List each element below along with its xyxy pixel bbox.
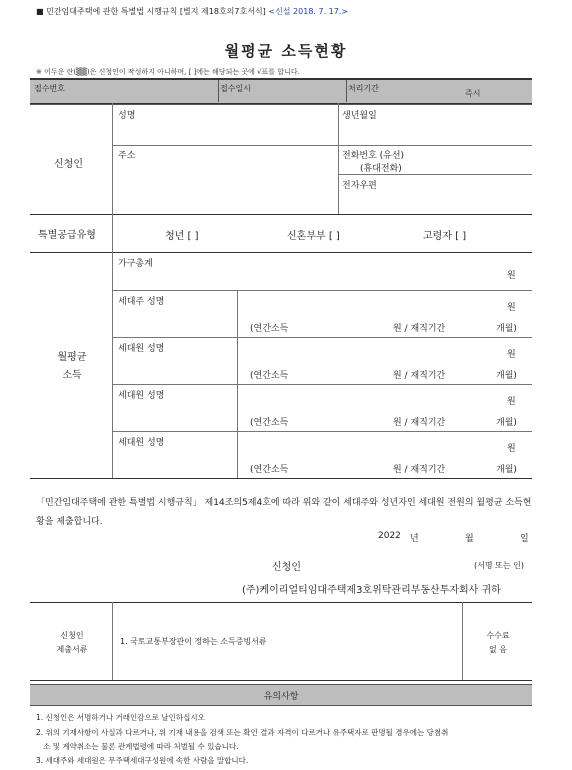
email-label: 전자우편	[342, 181, 377, 191]
date-year: 2022	[378, 531, 401, 541]
household-total-unit: 원	[507, 271, 516, 281]
fee-value: 없 음	[489, 645, 507, 654]
income-unit: 원	[507, 444, 516, 454]
date-month-unit: 월	[465, 534, 474, 544]
months-label: 개월)	[496, 465, 517, 475]
date-year-unit: 년	[410, 534, 419, 544]
income-section-label-1: 월평균	[57, 352, 87, 363]
name-label: 성명	[118, 111, 136, 121]
annual-income-label: (연간소득	[250, 324, 289, 334]
employment-period-label: 원 / 재직기간	[393, 465, 446, 475]
receipt-number-label: 접수번호	[34, 84, 65, 93]
months-label: 개월)	[496, 418, 517, 428]
signature-label: 신청인	[272, 562, 301, 573]
applicant-section-label: 신청인	[54, 159, 83, 170]
documents-label-1: 신청인	[60, 631, 84, 640]
household-total-label: 가구총계	[118, 259, 153, 269]
household-head-name-label: 세대주 성명	[118, 297, 165, 307]
fee-label: 수수료	[486, 631, 510, 640]
annual-income-label: (연간소득	[250, 418, 289, 428]
income-unit: 원	[507, 303, 516, 313]
option-elderly[interactable]: 고령자 [ ]	[423, 231, 467, 242]
employment-period-label: 원 / 재직기간	[393, 371, 446, 381]
employment-period-label: 원 / 재직기간	[393, 324, 446, 334]
mobile-label: (휴대전화)	[360, 164, 402, 174]
form-note: ※ 어두운 란(▒▒)은 신청인이 작성하지 아니하며, [ ]에는 해당되는 곳에 √표를 합니다.	[36, 68, 300, 76]
member-name-label: 세대원 성명	[118, 438, 165, 448]
member-name-label: 세대원 성명	[118, 391, 165, 401]
receipt-bar	[30, 78, 532, 105]
address-label: 주소	[118, 151, 136, 161]
option-newlywed[interactable]: 신혼부부 [ ]	[287, 231, 340, 242]
documents-label-2: 제출서류	[56, 645, 88, 654]
income-section-label-2: 소득	[62, 370, 82, 381]
form-reference: ■ 민간임대주택에 관한 특별법 시행규칙 [별지 제18호의7호서식]	[36, 7, 266, 16]
notes-header	[30, 684, 532, 706]
note-item: 2. 위의 기재사항이 사실과 다르거나, 위 기재 내용을 검색 또는 확인 결과 자격이 다르거나 유주택자로 판명될 경우에는 당첨취	[36, 728, 449, 737]
phone-label: 전화번호 (유선)	[342, 151, 405, 161]
income-unit: 원	[507, 350, 516, 360]
member-name-label: 세대원 성명	[118, 344, 165, 354]
page-title: 월평균 소득현황	[224, 42, 348, 60]
note-item: 1. 신청인은 서명하거나 거래인감으로 날인하십시오	[36, 713, 205, 722]
required-document-item: 1. 국토교통부장관이 정하는 소득증빙서류	[120, 637, 267, 646]
signature-hint: (서명 또는 인)	[474, 561, 524, 570]
form-header	[36, 6, 348, 17]
processing-period-value: 즉시	[465, 89, 481, 98]
note-item: 3. 세대주와 세대원은 무주택세대구성원에 속한 사람을 말합니다.	[36, 756, 249, 765]
employment-period-label: 원 / 재직기간	[393, 418, 446, 428]
notes-title: 유의사항	[263, 692, 299, 702]
date-day-unit: 일	[520, 534, 529, 544]
option-youth[interactable]: 청년 [ ]	[165, 231, 199, 242]
note-item: 소 및 계약취소는 물론 관계법령에 따라 처벌될 수 있습니다.	[36, 742, 239, 751]
supply-type-label: 특별공급유형	[38, 230, 96, 241]
recipient: (주)케이리얼티임대주택제3호위탁관리부동산투자회사 귀하	[242, 585, 501, 596]
declaration-statement: 「민간임대주택에 관한 특별법 시행규칙」 제14조의5제4호에 따라 위와 같이 세대주와 성년자인 세대원 전원의 월평균 소득현황을 제출합니다.	[36, 498, 532, 527]
annual-income-label: (연간소득	[250, 465, 289, 475]
income-unit: 원	[507, 397, 516, 407]
annual-income-label: (연간소득	[250, 371, 289, 381]
processing-period-label: 처리기간	[348, 84, 379, 93]
months-label: 개월)	[496, 324, 517, 334]
receipt-date-label: 접수일시	[220, 84, 251, 93]
amendment-date: <신설 2018. 7. 17.>	[268, 7, 349, 16]
birth-date-label: 생년월일	[342, 111, 377, 121]
months-label: 개월)	[496, 371, 517, 381]
